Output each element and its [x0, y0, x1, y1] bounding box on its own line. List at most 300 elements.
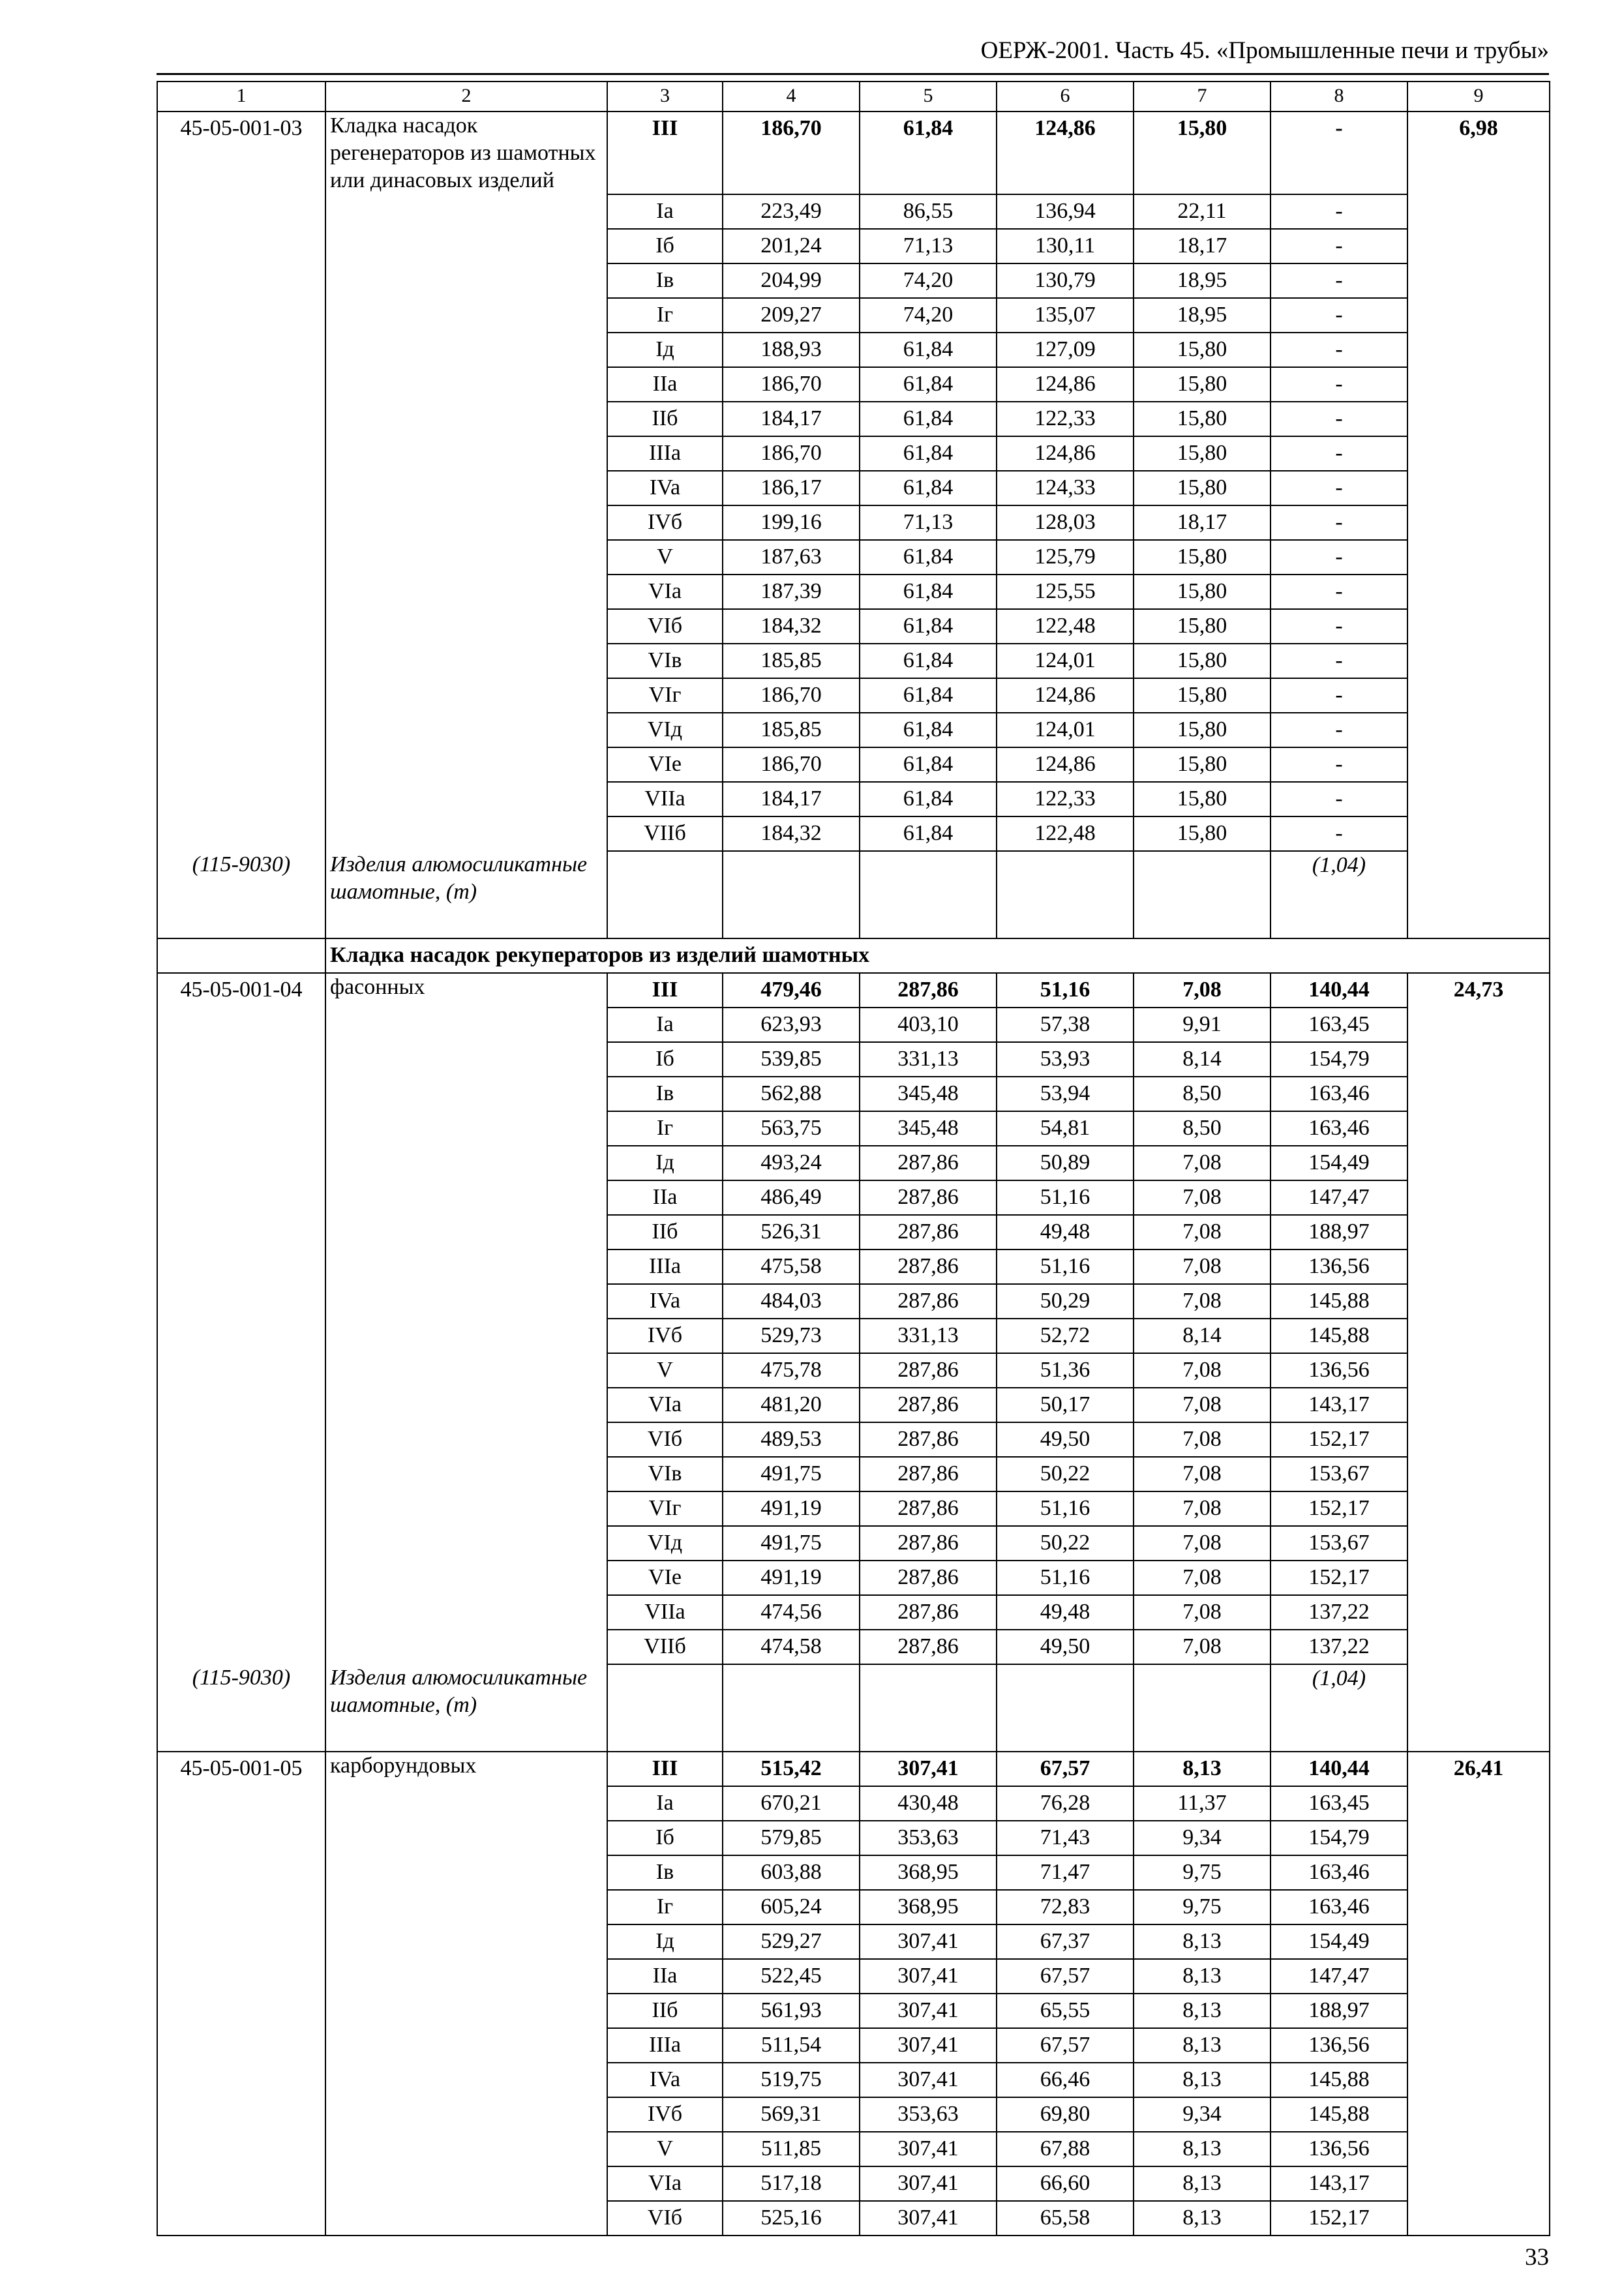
table-row — [157, 678, 1550, 713]
cell-col-8: 145,88 — [1271, 2097, 1407, 2132]
cell-col-3: VIб — [607, 1422, 723, 1457]
cell-col-8: - — [1271, 678, 1407, 713]
cell-col-3: VIe — [607, 1561, 723, 1595]
cell-col-3: IIIa — [607, 1249, 723, 1284]
rate-code — [157, 2063, 325, 2097]
empty-cell — [1134, 851, 1271, 938]
cell-col-4: 529,73 — [723, 1319, 860, 1353]
cell-col-4: 603,88 — [723, 1855, 860, 1890]
cell-col-8: - — [1271, 609, 1407, 644]
cell-col-8: 188,97 — [1271, 1994, 1407, 2028]
work-description — [325, 1215, 607, 1249]
cell-col-3: VIe — [607, 747, 723, 782]
cell-col-5: 61,84 — [860, 782, 997, 816]
column-number: 9 — [1407, 82, 1550, 112]
cell-col-4: 184,32 — [723, 816, 860, 851]
rate-code — [157, 609, 325, 644]
table-row — [157, 2166, 1550, 2201]
cell-col-4: 529,27 — [723, 1924, 860, 1959]
work-description — [325, 747, 607, 782]
column-number: 6 — [997, 82, 1134, 112]
cell-col-7: 15,80 — [1134, 540, 1271, 575]
cell-col-3: IIб — [607, 1215, 723, 1249]
cell-col-3: VIб — [607, 2201, 723, 2236]
cell-col-5: 61,84 — [860, 713, 997, 747]
cell-col-6: 124,01 — [997, 644, 1134, 678]
table-row — [157, 1821, 1550, 1855]
work-description — [325, 1630, 607, 1664]
cell-col-4: 186,70 — [723, 747, 860, 782]
cell-col-8: - — [1271, 816, 1407, 851]
work-description — [325, 436, 607, 471]
cell-col-3: IVa — [607, 2063, 723, 2097]
cell-col-5: 287,86 — [860, 1284, 997, 1319]
cell-col-9 — [1407, 1959, 1550, 1994]
cell-col-6: 53,94 — [997, 1077, 1134, 1111]
cell-col-4: 223,49 — [723, 194, 860, 229]
cell-col-4: 525,16 — [723, 2201, 860, 2236]
rate-code — [157, 1319, 325, 1353]
table-row — [157, 367, 1550, 402]
cell-col-7: 7,08 — [1134, 1561, 1271, 1595]
rate-code — [157, 540, 325, 575]
cell-col-9 — [1407, 2132, 1550, 2166]
table-row — [157, 1491, 1550, 1526]
cell-col-8: 136,56 — [1271, 2132, 1407, 2166]
work-description — [325, 1561, 607, 1595]
cell-col-6: 50,29 — [997, 1284, 1134, 1319]
cell-col-4: 484,03 — [723, 1284, 860, 1319]
table-row — [157, 112, 1550, 194]
cell-col-8: - — [1271, 367, 1407, 402]
cell-col-5: 61,84 — [860, 575, 997, 609]
work-description: Кладка насадок регенераторов из шамотных или динасовых изделий — [325, 112, 607, 194]
cell-col-9: 6,98 — [1407, 112, 1550, 194]
cell-col-8: - — [1271, 471, 1407, 505]
cell-col-5: 368,95 — [860, 1855, 997, 1890]
rate-code — [157, 1422, 325, 1457]
cell-col-7: 9,75 — [1134, 1890, 1271, 1924]
cell-col-6: 67,57 — [997, 1959, 1134, 1994]
cell-col-6: 49,48 — [997, 1215, 1134, 1249]
cell-col-8: - — [1271, 333, 1407, 367]
cell-col-9 — [1407, 298, 1550, 333]
cell-col-6: 124,86 — [997, 367, 1134, 402]
cell-col-9 — [1407, 1491, 1550, 1526]
work-description — [325, 1008, 607, 1042]
cell-col-9 — [1407, 402, 1550, 436]
cell-col-4: 491,75 — [723, 1526, 860, 1561]
work-description — [325, 2132, 607, 2166]
cell-col-4: 186,70 — [723, 367, 860, 402]
cell-col-8: 153,67 — [1271, 1457, 1407, 1491]
rate-code — [157, 1821, 325, 1855]
cell-col-7: 8,13 — [1134, 1959, 1271, 1994]
cell-col-6: 51,16 — [997, 1249, 1134, 1284]
cell-col-7: 15,80 — [1134, 609, 1271, 644]
cell-col-7: 8,13 — [1134, 1994, 1271, 2028]
cell-col-9 — [1407, 1180, 1550, 1215]
cell-col-8: 136,56 — [1271, 2028, 1407, 2063]
table-row — [157, 1890, 1550, 1924]
cell-col-3: III — [607, 112, 723, 194]
cell-col-3: VIд — [607, 1526, 723, 1561]
cell-col-4: 474,56 — [723, 1595, 860, 1630]
table-row — [157, 2201, 1550, 2236]
cell-col-6: 65,58 — [997, 2201, 1134, 2236]
cell-col-5: 307,41 — [860, 2201, 997, 2236]
resource-note-row — [157, 1664, 1550, 1752]
work-description — [325, 229, 607, 263]
cell-col-9 — [1407, 2166, 1550, 2201]
rate-code — [157, 2201, 325, 2236]
cell-col-7: 8,50 — [1134, 1077, 1271, 1111]
cell-col-3: Iв — [607, 263, 723, 298]
cell-col-4: 201,24 — [723, 229, 860, 263]
cell-col-7: 8,13 — [1134, 1924, 1271, 1959]
cell-col-8: 163,46 — [1271, 1077, 1407, 1111]
cell-col-8: - — [1271, 540, 1407, 575]
work-description — [325, 2097, 607, 2132]
cell-col-8: 143,17 — [1271, 2166, 1407, 2201]
cell-col-6: 49,48 — [997, 1595, 1134, 1630]
cell-col-6: 51,16 — [997, 1491, 1134, 1526]
rate-code — [157, 229, 325, 263]
cell-col-5: 287,86 — [860, 1595, 997, 1630]
work-description — [325, 1146, 607, 1180]
cell-col-7: 15,80 — [1134, 678, 1271, 713]
cell-col-6: 124,86 — [997, 112, 1134, 194]
cell-col-8: 143,17 — [1271, 1388, 1407, 1422]
work-description — [325, 1821, 607, 1855]
rate-code — [157, 1457, 325, 1491]
work-description — [325, 1595, 607, 1630]
cell-col-7: 7,08 — [1134, 1249, 1271, 1284]
empty-cell — [860, 851, 997, 938]
work-description — [325, 1077, 607, 1111]
cell-col-3: VIIб — [607, 816, 723, 851]
cell-col-4: 491,19 — [723, 1491, 860, 1526]
rate-code — [157, 367, 325, 402]
rate-code — [157, 1994, 325, 2028]
resource-quantity: (1,04) — [1271, 1664, 1407, 1752]
work-description — [325, 298, 607, 333]
rate-code — [157, 1630, 325, 1664]
rate-code — [157, 194, 325, 229]
cell-col-6: 49,50 — [997, 1630, 1134, 1664]
work-description — [325, 263, 607, 298]
table-row — [157, 1215, 1550, 1249]
cell-col-9 — [1407, 229, 1550, 263]
work-description — [325, 194, 607, 229]
cell-col-3: VIв — [607, 1457, 723, 1491]
cell-col-8: 145,88 — [1271, 2063, 1407, 2097]
cell-col-7: 9,34 — [1134, 1821, 1271, 1855]
cell-col-8: 163,45 — [1271, 1786, 1407, 1821]
cell-col-9 — [1407, 1994, 1550, 2028]
column-number: 8 — [1271, 82, 1407, 112]
cell-col-4: 569,31 — [723, 2097, 860, 2132]
cell-col-4: 474,58 — [723, 1630, 860, 1664]
work-description — [325, 1855, 607, 1890]
cell-col-8: 147,47 — [1271, 1959, 1407, 1994]
work-description — [325, 1457, 607, 1491]
cell-col-5: 307,41 — [860, 2063, 997, 2097]
cell-col-9 — [1407, 1786, 1550, 1821]
work-description — [325, 333, 607, 367]
cell-col-9 — [1407, 367, 1550, 402]
cell-col-5: 345,48 — [860, 1077, 997, 1111]
column-number: 1 — [157, 82, 325, 112]
cell-col-6: 67,57 — [997, 2028, 1134, 2063]
table-row — [157, 1008, 1550, 1042]
cell-col-6: 50,17 — [997, 1388, 1134, 1422]
cell-col-8: - — [1271, 713, 1407, 747]
cell-col-6: 66,46 — [997, 2063, 1134, 2097]
cell-col-7: 11,37 — [1134, 1786, 1271, 1821]
table-row — [157, 1042, 1550, 1077]
cell-col-7: 8,13 — [1134, 2132, 1271, 2166]
cell-col-3: Iб — [607, 1042, 723, 1077]
cell-col-7: 15,80 — [1134, 402, 1271, 436]
cell-col-8: 163,46 — [1271, 1890, 1407, 1924]
column-number-row — [157, 82, 1550, 112]
rate-code — [157, 1388, 325, 1422]
cell-col-6: 130,11 — [997, 229, 1134, 263]
rate-code — [157, 1111, 325, 1146]
cell-col-8: 147,47 — [1271, 1180, 1407, 1215]
cell-col-7: 15,80 — [1134, 112, 1271, 194]
work-description — [325, 540, 607, 575]
cell-col-9 — [1407, 1146, 1550, 1180]
cell-col-5: 71,13 — [860, 229, 997, 263]
cell-col-6: 50,89 — [997, 1146, 1134, 1180]
work-description — [325, 1319, 607, 1353]
empty-cell — [607, 1664, 723, 1752]
table-row — [157, 782, 1550, 816]
cell-col-5: 307,41 — [860, 1959, 997, 1994]
cell-col-4: 522,45 — [723, 1959, 860, 1994]
cell-col-3: IVa — [607, 471, 723, 505]
cell-col-3: V — [607, 2132, 723, 2166]
cell-col-8: 140,44 — [1271, 973, 1407, 1008]
cell-col-3: Iг — [607, 298, 723, 333]
cell-col-5: 61,84 — [860, 540, 997, 575]
cell-col-7: 7,08 — [1134, 1146, 1271, 1180]
rate-code — [157, 1595, 325, 1630]
rate-code — [157, 436, 325, 471]
cell-col-4: 561,93 — [723, 1994, 860, 2028]
cell-col-6: 53,93 — [997, 1042, 1134, 1077]
rate-code — [157, 782, 325, 816]
rate-code — [157, 1215, 325, 1249]
cell-col-5: 430,48 — [860, 1786, 997, 1821]
column-number: 3 — [607, 82, 723, 112]
cell-col-8: 145,88 — [1271, 1284, 1407, 1319]
rate-code — [157, 1491, 325, 1526]
cell-col-5: 307,41 — [860, 2166, 997, 2201]
cell-col-3: Iг — [607, 1111, 723, 1146]
cell-col-8: 153,67 — [1271, 1526, 1407, 1561]
cell-col-5: 307,41 — [860, 1924, 997, 1959]
cell-col-9 — [1407, 1924, 1550, 1959]
cell-col-6: 124,01 — [997, 713, 1134, 747]
rate-code — [157, 2132, 325, 2166]
cell-col-8: 154,79 — [1271, 1821, 1407, 1855]
work-description — [325, 367, 607, 402]
cell-col-3: VIв — [607, 644, 723, 678]
cell-col-9 — [1407, 678, 1550, 713]
cell-col-8: - — [1271, 575, 1407, 609]
rate-code — [157, 2097, 325, 2132]
cell-col-9 — [1407, 1595, 1550, 1630]
cell-col-4: 187,39 — [723, 575, 860, 609]
cell-col-9 — [1407, 1388, 1550, 1422]
cell-col-6: 51,36 — [997, 1353, 1134, 1388]
cell-col-8: - — [1271, 263, 1407, 298]
cell-col-9 — [1407, 1284, 1550, 1319]
cell-col-8: 152,17 — [1271, 1491, 1407, 1526]
work-description: фасонных — [325, 973, 607, 1008]
cell-col-5: 287,86 — [860, 1561, 997, 1595]
cell-col-9 — [1407, 1319, 1550, 1353]
cell-col-3: IVб — [607, 2097, 723, 2132]
table-row — [157, 1752, 1550, 1786]
cell-col-7: 18,17 — [1134, 229, 1271, 263]
cell-col-5: 287,86 — [860, 1422, 997, 1457]
cell-col-3: Ia — [607, 1008, 723, 1042]
cell-col-3: Ia — [607, 1786, 723, 1821]
cell-col-3: IIIa — [607, 436, 723, 471]
work-description — [325, 1353, 607, 1388]
cell-col-3: VIIa — [607, 1595, 723, 1630]
table-row — [157, 1111, 1550, 1146]
cell-col-8: - — [1271, 436, 1407, 471]
work-description — [325, 575, 607, 609]
rate-code — [157, 1146, 325, 1180]
cell-col-8: 188,97 — [1271, 1215, 1407, 1249]
table-row — [157, 1786, 1550, 1821]
rate-code — [157, 298, 325, 333]
cell-col-5: 61,84 — [860, 367, 997, 402]
rate-code — [157, 1180, 325, 1215]
cell-col-3: VIг — [607, 678, 723, 713]
cell-col-5: 287,86 — [860, 1457, 997, 1491]
cell-col-8: 137,22 — [1271, 1630, 1407, 1664]
cell-col-7: 15,80 — [1134, 713, 1271, 747]
rate-code — [157, 1561, 325, 1595]
cell-col-5: 86,55 — [860, 194, 997, 229]
cell-col-8: - — [1271, 298, 1407, 333]
table-row — [157, 1855, 1550, 1890]
cell-col-4: 186,70 — [723, 436, 860, 471]
cell-col-4: 475,78 — [723, 1353, 860, 1388]
cell-col-7: 15,80 — [1134, 782, 1271, 816]
cell-col-7: 8,13 — [1134, 2028, 1271, 2063]
cell-col-6: 51,16 — [997, 973, 1134, 1008]
rate-code — [157, 747, 325, 782]
work-description — [325, 609, 607, 644]
page-number: 33 — [1525, 2244, 1549, 2271]
cell-col-7: 9,91 — [1134, 1008, 1271, 1042]
rate-code — [157, 333, 325, 367]
column-number: 2 — [325, 82, 607, 112]
cell-col-8: 136,56 — [1271, 1353, 1407, 1388]
cell-col-8: 154,49 — [1271, 1924, 1407, 1959]
cell-col-3: VIa — [607, 1388, 723, 1422]
work-description — [325, 644, 607, 678]
cell-col-4: 515,42 — [723, 1752, 860, 1786]
cell-col-5: 331,13 — [860, 1319, 997, 1353]
cell-col-8: - — [1271, 782, 1407, 816]
table-row — [157, 298, 1550, 333]
cell-col-8: - — [1271, 229, 1407, 263]
cell-col-6: 128,03 — [997, 505, 1134, 540]
table-row — [157, 1595, 1550, 1630]
table-row — [157, 1994, 1550, 2028]
rate-code — [157, 2166, 325, 2201]
cell-col-6: 71,43 — [997, 1821, 1134, 1855]
cell-col-8: 140,44 — [1271, 1752, 1407, 1786]
rate-code: 45-05-001-04 — [157, 973, 325, 1008]
rate-code — [157, 713, 325, 747]
cell-col-7: 7,08 — [1134, 973, 1271, 1008]
cell-col-4: 526,31 — [723, 1215, 860, 1249]
column-number: 4 — [723, 82, 860, 112]
cell-col-7: 18,95 — [1134, 263, 1271, 298]
cell-col-7: 15,80 — [1134, 471, 1271, 505]
header-rule — [157, 73, 1549, 75]
cell-col-4: 185,85 — [723, 644, 860, 678]
cell-col-8: 154,49 — [1271, 1146, 1407, 1180]
cell-col-4: 623,93 — [723, 1008, 860, 1042]
cell-col-6: 135,07 — [997, 298, 1134, 333]
rate-code — [157, 1526, 325, 1561]
cell-col-9 — [1407, 747, 1550, 782]
table-row — [157, 229, 1550, 263]
cell-col-6: 130,79 — [997, 263, 1134, 298]
rate-code — [157, 816, 325, 851]
cell-col-8: 145,88 — [1271, 1319, 1407, 1353]
cell-col-6: 57,38 — [997, 1008, 1134, 1042]
table-row — [157, 575, 1550, 609]
rate-code — [157, 505, 325, 540]
cell-col-5: 61,84 — [860, 402, 997, 436]
cell-col-3: V — [607, 1353, 723, 1388]
cell-col-8: - — [1271, 644, 1407, 678]
resource-name: Изделия алюмосиликатные шамотные, (т) — [325, 1664, 607, 1752]
column-number: 5 — [860, 82, 997, 112]
rate-code — [157, 1890, 325, 1924]
cell-col-8: - — [1271, 194, 1407, 229]
cell-col-4: 184,17 — [723, 402, 860, 436]
cell-col-4: 188,93 — [723, 333, 860, 367]
work-description — [325, 1284, 607, 1319]
table-row — [157, 263, 1550, 298]
cell-col-6: 124,33 — [997, 471, 1134, 505]
cell-col-7: 7,08 — [1134, 1630, 1271, 1664]
table-row — [157, 194, 1550, 229]
cell-col-5: 331,13 — [860, 1042, 997, 1077]
cell-col-9 — [1407, 333, 1550, 367]
cell-col-4: 186,70 — [723, 678, 860, 713]
work-description — [325, 1388, 607, 1422]
cell-col-9 — [1407, 644, 1550, 678]
cell-col-3: IIa — [607, 1180, 723, 1215]
cell-col-7: 8,13 — [1134, 2063, 1271, 2097]
work-description — [325, 1180, 607, 1215]
rate-code — [157, 1249, 325, 1284]
